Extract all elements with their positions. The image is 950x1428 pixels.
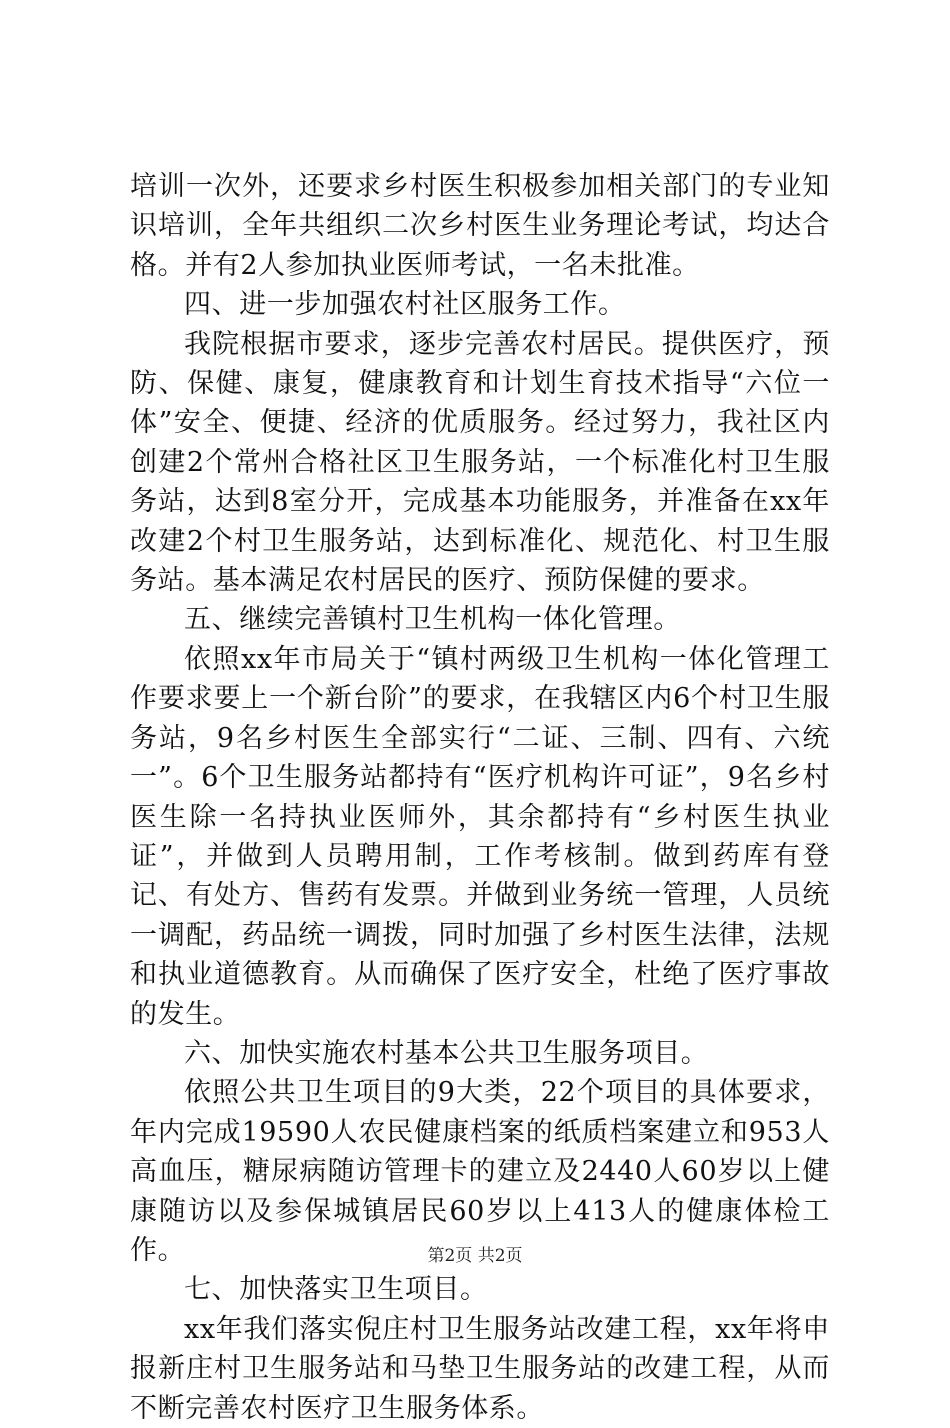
paragraph-community-service: 我院根据市要求，逐步完善农村居民。提供医疗，预防、保健、康复，健康教育和计划生育技术指导“六位一体”安全、便捷、经济的优质服务。经过努力，我社区内创建2个常州合格社区卫生服务站，一个标准化村卫生服务站，达到8室分开，完成基本功能服务，并准备在xx年改建2个村卫生服务站，达到标准化、规范化、村卫生服务站。基本满足农村居民的医疗、预防保健的要求。 xyxy=(130,328,830,597)
section-heading-7: 七、加快落实卫生项目。 xyxy=(184,1274,488,1306)
paragraph-health-projects: xx年我们落实倪庄村卫生服务站改建工程，xx年将申报新庄村卫生服务站和马垫卫生服务站的改建工程，从而不断完善农村医疗卫生服务体系。 xyxy=(130,1313,830,1424)
document-body xyxy=(130,167,830,1428)
paragraph-public-health-services: 依照公共卫生项目的9大类，22个项目的具体要求，年内完成19590人农民健康档案的纸质档案建立和953人高血压，糖尿病随访管理卡的建立及2440人60岁以上健康随访以及参保城镇居民60岁以上413人的健康体检工作。 xyxy=(130,1077,830,1266)
section-heading-6: 六、加快实施农村基本公共卫生服务项目。 xyxy=(184,1037,709,1069)
paragraph-training-continuation: 培训一次外，还要求乡村医生积极参加相关部门的专业知识培训，全年共组织二次乡村医生业务理论考试，均达合格。并有2人参加执业医师考试，一名未批准。 xyxy=(130,171,830,281)
paragraph-integrated-management: 依照xx年市局关于“镇村两级卫生机构一体化管理工作要求要上一个新台阶”的要求，在我辖区内6个村卫生服务站，9名乡村医生全部实行“二证、三制、四有、六统一”。6个卫生服务站都持有“医疗机构许可证”，9名乡村医生除一名持执业医师外，其余都持有“乡村医生执业证”，并做到人员聘用制，工作考核制。做到药库有登记、有处方、售药有发票。并做到业务统一管理，人员统一调配，药品统一调拨，同时加强了乡村医生法律，法规和执业道德教育。从而确保了医疗安全，杜绝了医疗事故的发生。 xyxy=(130,643,830,1030)
page-number-footer: 第2页 共2页 xyxy=(427,1246,523,1266)
section-heading-5: 五、继续完善镇村卫生机构一体化管理。 xyxy=(184,604,681,636)
section-heading-4: 四、进一步加强农村社区服务工作。 xyxy=(184,289,626,321)
